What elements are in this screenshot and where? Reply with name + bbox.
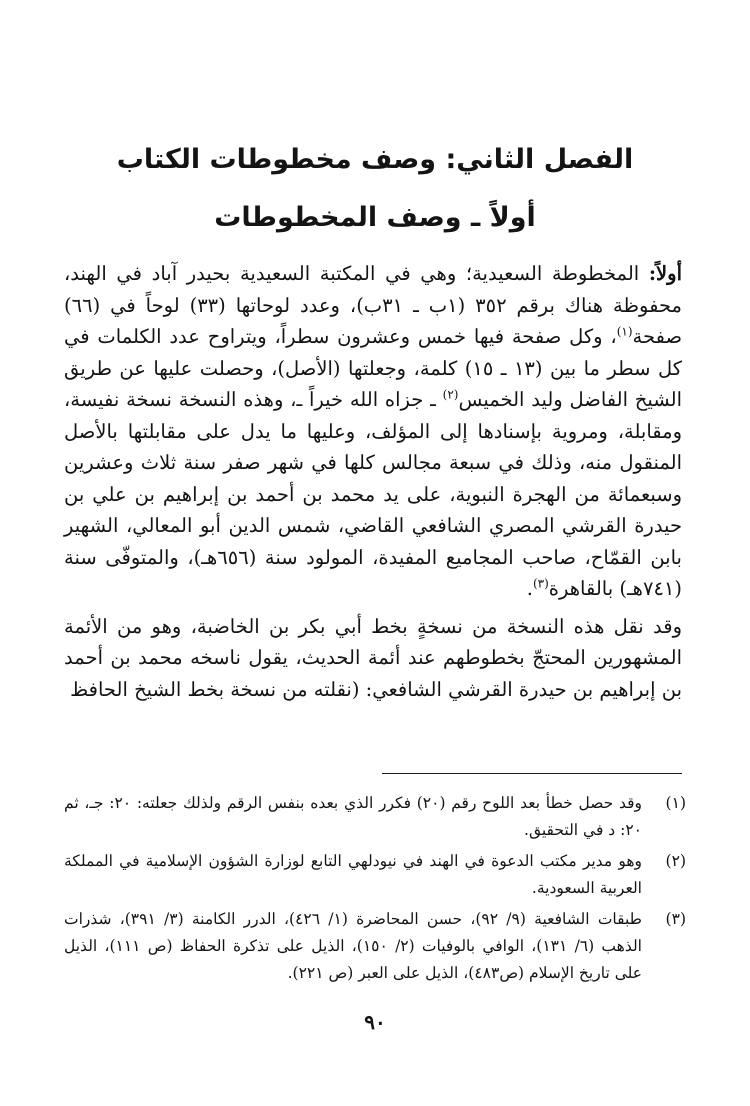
footnote — [64, 848, 686, 902]
paragraph-1-part-3: ـ جزاه الله خيراً ـ، وهذه النسخة نسخة نفيسة، ومقابلة، ومروية بإسنادها إلى المؤلف، وعليها ما يدل على مقابلتها بالأصل المنقول منه، وذلك في سبعة مجالس كلها في شهر صفر سنة ثلاث وعشرين وسبعمائة من الهجرة النبوية، على يد محمد بن أحمد بن إبراهيم بن علي بن حيدرة القرشي المصري الشافعي القاضي، شمس الدين أبو المعالي، الشهير بابن القمّاح، صاحب المجاميع المفيدة، المولود سنة (٦٥٦هـ)، والمتوفّى سنة (٧٤١هـ) بالقاهرة — [64, 388, 682, 600]
page-number: ٩٠ — [364, 1010, 386, 1034]
main-text — [64, 258, 682, 705]
footnote-text: طبقات الشافعية (٩/ ٩٢)، حسن المحاضرة (١/ ٤٢٦)، الدرر الكامنة (٣/ ٣٩١)، شذرات الذهب (٦/ ١٣١)، الوافي بالوفيات (٢/ ١٥٠)، الذيل على تذكرة الحفاظ (ص ١١١)، الذيل على تاريخ الإسلام (ص٤٨٣)، الذيل على العبر (ص ٢٢١). — [64, 910, 642, 982]
paragraph-1-part-4: . — [526, 577, 533, 600]
footnote-number: (١) — [665, 794, 686, 812]
footnotes — [64, 790, 686, 991]
footnote-ref-1: (١) — [616, 324, 633, 339]
paragraph-lead: أولاً: — [648, 262, 682, 285]
paragraph-2: وقد نقل هذه النسخة من نسخةٍ بخط أبي بكر بن الخاضبة، وهو من الأئمة المشهورين المحتجّ بخطوطهم عند أئمة الحديث، يقول ناسخه محمد بن أحمد بن إبراهيم بن حيدرة القرشي الشافعي: (نقلته من نسخة بخط الشيخ الحافظ — [64, 614, 682, 701]
footnote-ref-3: (٣) — [532, 576, 549, 591]
footnote-number: (٣) — [665, 910, 686, 928]
chapter-title: الفصل الثاني: وصف مخطوطات الكتاب — [116, 144, 634, 175]
footnote-ref-2: (٢) — [442, 387, 459, 402]
footnote — [64, 790, 686, 844]
footnote-text: وقد حصل خطأ بعد اللوح رقم (٢٠) فكرر الذي بعده بنفس الرقم ولذلك جعلته: ٢٠: جـ، ثم ٢٠: د في التحقيق. — [64, 794, 643, 839]
footnote-divider — [382, 773, 682, 774]
footnote — [64, 906, 686, 987]
paragraph-1-part-2: ، وكل صفحة فيها خمس وعشرون سطراً، ويتراوح عدد الكلمات في كل سطر ما بين (١٣ ـ ١٥) كلمة، وجعلتها (الأصل)، وحصلت عليها عن طريق الشيخ الفاضل وليد الخميس — [64, 325, 683, 411]
footnote-text: وهو مدير مكتب الدعوة في الهند في نيودلهي التابع لوزارة الشؤون الإسلامية في المملكة العربية السعودية. — [64, 852, 642, 897]
footnote-number: (٢) — [665, 852, 686, 870]
paragraph-1-part-1: المخطوطة السعيدية؛ وهي في المكتبة السعيدية بحيدر آباد في الهند، محفوظة هناك برقم ٣٥٢ (١ب ـ ٣١ب)، وعدد لوحاتها (٣٣) لوحاً في (٦٦) صفحة — [64, 262, 682, 348]
paragraph-1 — [64, 258, 682, 605]
section-title: أولاً ـ وصف المخطوطات — [214, 202, 536, 233]
